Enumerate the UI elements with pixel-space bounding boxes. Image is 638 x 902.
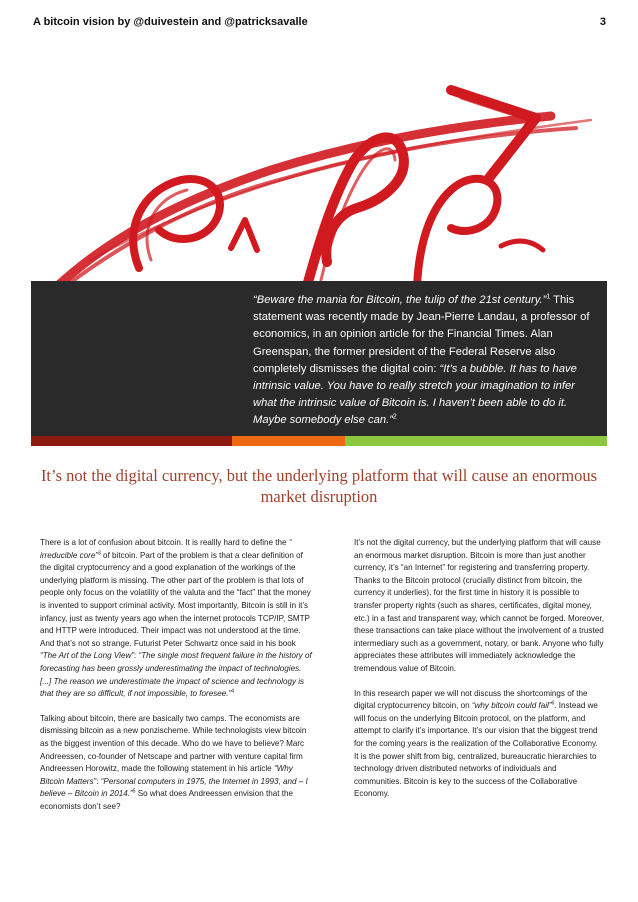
book-title: “The Art of the Long View” [40,651,135,661]
paragraph [354,688,604,801]
document-title: A bitcoin vision by @duivestein and @patricksavalle [33,16,308,28]
text-run: . Instead we will focus on the underlying Bitcoin protocol, on the platform, and attempt to clarify it’s importance. It’s our vision that the biggest trend for the coming years is the realization of the Collaborative Economy. It is the power shift from big, centralized, bureaucratic hierarchies to technology driven distributed networks of individuals and communities. Bitcoin is key to the success of the Collaborative Economy. [354,701,598,799]
color-bar-orange [232,436,345,446]
hero-image [31,50,607,285]
color-bar-green [345,436,607,446]
text-run: of bitcoin. Part of the problem is that a clear definition of the digital cryptocurrency and a good explanation of the workings of the underlying platform is missing. The other part of the problem is that lots of people only focus on the volatility of the valuta and the “fact” that the money is invented to support criminal activity. Most importantly, Bitcoin is still in it’s infancy, just as twenty years ago when the internet protocols TCP/IP, SMTP and HTTP were introduced. Their impact was not understood at the time. And that’s not so strange. Futurist Peter Schwartz once said in his book [40,550,311,648]
paragraph [40,713,314,814]
left-column [40,537,314,825]
page-header [33,16,606,32]
footnote-ref-6: 6 [551,700,555,707]
quote-body: This statement was recently made by Jean-Pierre Landau, a professor of economics, in an opinion article for the Financial Times. Alan Greenspan, the former president of the Federal Reserve also completely dismisses the digital coin: [253,294,590,375]
quote-schwartz: “The single most frequent failure in the history of forecasting has been grossly underestimating the impact of technologies. [...] The reason we underestimate the impact of science and technology is that they are so difficult, if not impossible, to foresee.” [40,651,312,699]
paragraph: It’s not the digital currency, but the underlying platform that will cause an enormous market disruption. Bitcoin is more than just another currency, it’s “an Internet” for registering and transferring property. Thanks to the Bitcoin protocol (crucially distinct from bitcoin, the currency it underlies), for the first time in history it is possible to transfer property rights (such as shares, certificates, digital money, etc.) in a fast and transparent way, which cannot be forged. Moreover, these transactions can take place without the involvement of a trusted intermediary such as a government, notary, or bank. Anyone who fully appreciates these attributes will immediately acknowledge the tremendous value of Bitcoin. [354,538,604,673]
paragraph [40,537,314,701]
text-run: Talking about bitcoin, there are basically two camps. The economists are dismissing bitcoin as a new ponzischeme. While technologists view bitcoin as the biggest invention of this decade. Who do we have to believe? Marc Andreessen, co-founder of Netscape and partner with venture capital firm Andreessen Horowitz, made the following statement in his article [40,713,307,774]
text-run-italic: “ irreducible core” [40,538,292,560]
quote-landau: “Beware the mania for Bitcoin, the tulip of the 21st century.” [253,294,547,306]
page-number: 3 [599,16,606,28]
quote-andreessen: “Personal computers in 1975, the Internet in 1993, and – I believe – Bitcoin in 2014.” [40,776,308,799]
text-run: There is a lot of confusion about bitcoin. It is reallly hard to define the [40,538,289,547]
section-heading: It’s not the digital currency, but the underlying platform that will cause an enormous market disruption [40,466,598,506]
text-run: : [96,776,101,786]
footnote-ref-1: 1 [546,293,551,301]
footnote-ref-5: 5 [132,788,136,795]
right-column [354,537,604,813]
color-bar-red [31,436,232,446]
footnote-ref-4: 4 [231,688,234,695]
footnote-ref-2: 2 [392,413,397,421]
text-run-italic: “why bitcoin could fail” [471,701,552,711]
red-scribble-arrow-icon [31,50,607,285]
quote-greenspan: “It’s a bubble. It has to have intrinsic value. You have to really stretch your imagination to infer what the intrinsic value of Bitcoin is. I haven’t been able to do it. Maybe somebody else can.” [253,362,577,427]
intro-quote [253,292,598,430]
footnote-ref-3: 3 [98,549,101,556]
text-run: So what does Andreessen envision that the economists don’t see? [40,789,293,811]
text-run: In this research paper we will not discuss the shortcomings of the digital cryptocurrency bitcoin, on [354,688,588,711]
article-title: “Why Bitcoin Matters” [40,764,293,786]
text-run: : [134,651,139,661]
